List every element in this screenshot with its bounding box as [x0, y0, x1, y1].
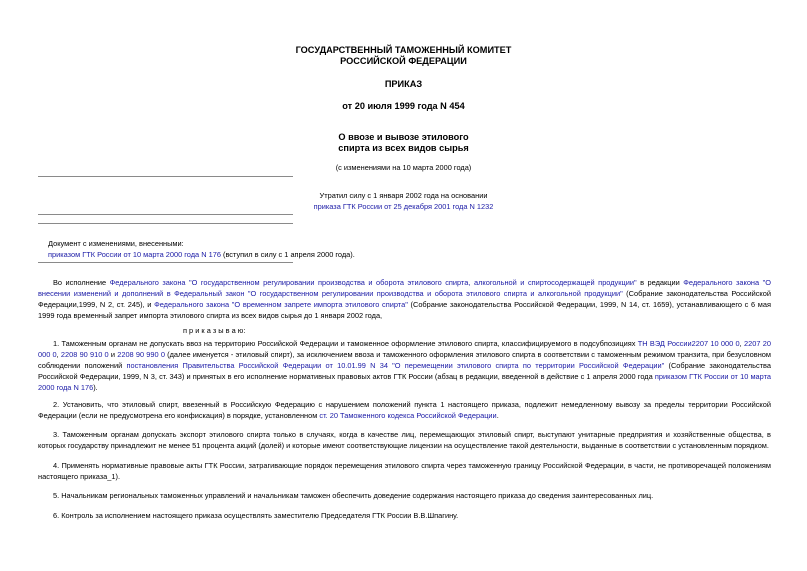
decree-link[interactable]: постановления Правительства Российской Федерации от 10.01.99 N 34 "О перемещении этилового спирта по территории Российской Федерации": [126, 361, 665, 370]
code-link-1[interactable]: 2207 10 000 0: [691, 339, 740, 348]
status-link[interactable]: приказа ГТК России от 25 декабря 2001 года N 1232: [313, 202, 494, 211]
divider: [38, 214, 293, 215]
item-2-paragraph: 2. Установить, что этиловый спирт, ввезенный в Российскую Федерацию с нарушением положений пункта 1 настоящего приказа, подлежит немедленному вывозу за пределы территории Российской Федерации (если не предусмотрена его конфискация) в порядке, установленном ст. 20 Таможенного кодекса Российской Федерации.: [38, 400, 771, 420]
divider: [38, 262, 293, 263]
item-4-paragraph: 4. Применять нормативные правовые акты ГТК России, затрагивающие порядок перемещения этилового спирта через таможенную границу Российской Федерации, в части, не противоречащей положениям настоящего приказа_1).: [38, 461, 771, 481]
doc-title-line-2: спирта из всех видов сырья: [338, 143, 469, 153]
org-name-line-1: ГОСУДАРСТВЕННЫЙ ТАМОЖЕННЫЙ КОМИТЕТ: [295, 45, 512, 55]
tnved-link[interactable]: ТН ВЭД России: [637, 339, 692, 348]
changes-link[interactable]: приказом ГТК России от 10 марта 2000 года N 176: [48, 250, 221, 259]
law-link-1[interactable]: Федерального закона "О государственном регулировании производства и оборота этилового спирта, алкогольной и спиртосодержащей продукции": [109, 278, 637, 287]
item-5-paragraph: 5. Начальникам региональных таможенных управлений и начальникам таможен обеспечить доведение содержания настоящего приказа до сведения заинтересованных лиц.: [53, 491, 654, 500]
preamble-paragraph: Во исполнение Федерального закона "О государственном регулировании производства и оборота этилового спирта, алкогольной и спиртосодержащей продукции" в редакции Федерального закона "О внесении изменений и дополнений в Федеральный закон "О государственном регулировании производства и оборота этилового спирта и алкогольной продукции" (Собрание законодательства Российской Федерации,1999, N 2, ст. 245), и Федерального закона "О временном запрете импорта этилового спирта" (Собрание законодательства Российской Федерации, 1999, N 14, ст. 1659), устанавливающего с 6 мая 1999 года временный запрет импорта этилового спирта из всех видов сырья до 1 января 2002 года,: [38, 278, 771, 320]
item-3-paragraph: 3. Таможенным органам допускать экспорт этилового спирта только в случаях, когда в качестве лиц, перемещающих этиловый спирт, выступают унитарные предприятия и хозяйственные общества, в которых государству принадлежит не менее 51 процента акций (долей) и которые имеют соответствующие лицензии на осуществление такой деятельности, выданные в соответствии с установленным порядком.: [38, 430, 771, 450]
changes-line: [48, 249, 355, 260]
law-link-3[interactable]: Федерального закона "О временном запрете импорта этилового спирта": [154, 300, 408, 309]
customs-code-link[interactable]: ст. 20 Таможенного кодекса Российской Федерации: [319, 411, 497, 420]
code-link-2[interactable]: 2207 20 000 0: [38, 339, 772, 359]
order-176-link[interactable]: приказом ГТК России от 10 марта 2000 года N 176: [38, 372, 772, 392]
org-name-line-2: РОССИЙСКОЙ ФЕДЕРАЦИИ: [340, 56, 467, 66]
code-link-3[interactable]: 2208 90 910 0: [60, 350, 109, 359]
doc-title-line-1: О ввозе и вывозе этилового: [338, 132, 469, 142]
doc-date-number: от 20 июля 1999 года N 454: [342, 101, 465, 111]
item-1-paragraph: 1. Таможенным органам не допускать ввоз на территорию Российской Федерации и таможенное оформление этилового спирта, классифицируемого в подсубпозициях ТН ВЭД России2207 10 000 0, 2207 20 000 0, 2208 90 910 0 и 2208 90 990 0 (далее именуется - этиловый спирт), за исключением ввоза и таможенного оформления этилового спирта в соответствии с таможенным режимом транзита, при безусловном соблюдении положений постановления Правительства Российской Федерации от 10.01.99 N 34 "О перемещении этилового спирта по территории Российской Федерации" (Собрание законодательства Российской Федерации, 1999, N 3, ст. 343) и принятых в его исполнение нормативных правовых актов ГТК России (абзац в редакции, введенной в действие с 1 апреля 2000 года приказом ГТК России от 10 марта 2000 года N 176).: [38, 339, 772, 392]
doc-type: ПРИКАЗ: [384, 79, 423, 89]
law-link-2[interactable]: Федерального закона "О внесении изменений и дополнений в Федеральный закон "О государственном регулировании производства и оборота этилового спирта и алкогольной продукции": [38, 278, 771, 298]
status-text: Утратил силу с 1 января 2002 года на основании: [319, 191, 488, 200]
amendments-note: (с изменениями на 10 марта 2000 года): [335, 163, 472, 172]
code-link-4[interactable]: 2208 90 990 0: [117, 350, 165, 359]
changes-label: Документ с изменениями, внесенными:: [48, 239, 184, 248]
divider: [38, 223, 293, 224]
item-6-paragraph: 6. Контроль за исполнением настоящего приказа осуществлять заместителю Председателя ГТК России В.В.Шпагину.: [53, 511, 459, 520]
divider: [38, 176, 293, 177]
changes-suffix: (вступил в силу с 1 апреля 2000 года).: [220, 250, 355, 259]
order-word: п р и к а з ы в а ю:: [183, 326, 246, 335]
